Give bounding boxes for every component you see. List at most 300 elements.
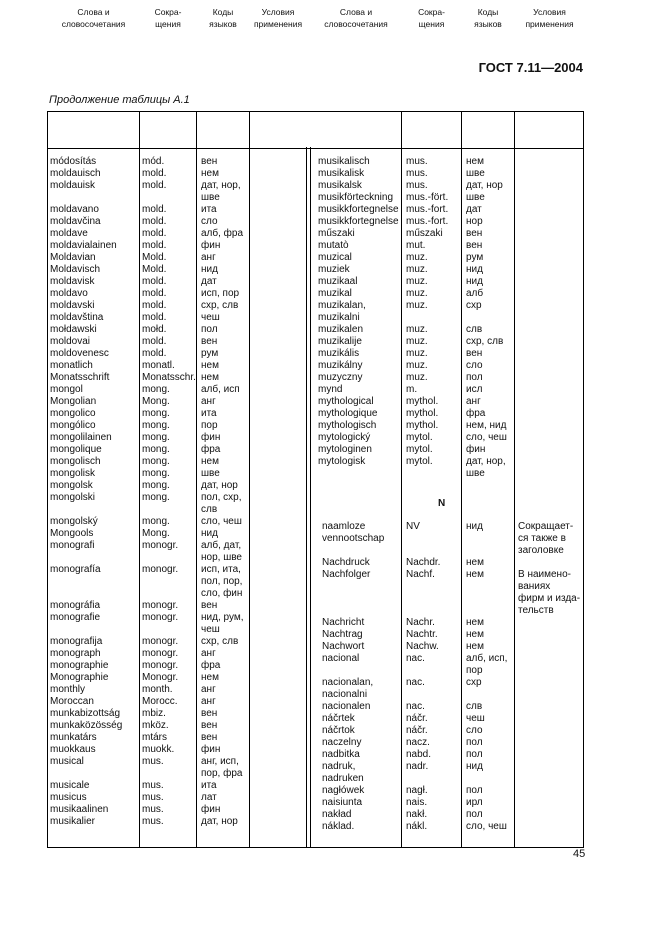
cell-code: ита: [201, 780, 217, 791]
cell-abbr: muz.: [406, 360, 428, 371]
cell-code: сло: [466, 360, 483, 371]
cell-word: Mongools: [50, 528, 94, 539]
cell-word: munkabizottság: [50, 708, 121, 719]
cell-word: vennootschap: [322, 533, 385, 544]
cell-abbr: mus.-fort.: [406, 216, 449, 227]
cell-word: moldave: [50, 228, 88, 239]
cell-abbr: mbiz.: [142, 708, 166, 719]
cell-code: пол: [466, 372, 483, 383]
cell-code: пол: [466, 785, 483, 796]
cell-word: mongólico: [50, 420, 96, 431]
cell-abbr: mköz.: [142, 720, 169, 731]
cell-word: musical: [50, 756, 84, 767]
cell-code: исп, ита,: [201, 564, 241, 575]
cell-code: шве: [201, 468, 220, 479]
cell-word: monográfia: [50, 600, 101, 611]
cell-code: вен: [201, 708, 218, 719]
cell-word: musikalisch: [318, 156, 370, 167]
cell-abbr: mold.: [142, 180, 167, 191]
cell-code: нид: [466, 264, 483, 275]
cell-abbr: Nachf.: [406, 569, 435, 580]
cell-word: mythologique: [318, 408, 378, 419]
header-codes-right: Коды языков: [474, 7, 502, 29]
column-divider: [461, 111, 462, 847]
cell-code: нид, рум,: [201, 612, 244, 623]
cell-code: пол: [466, 737, 483, 748]
cell-word: moldavisk: [50, 276, 95, 287]
cell-abbr: nac.: [406, 677, 425, 688]
cell-abbr: Nachtr.: [406, 629, 438, 640]
cell-code: сло, чеш: [201, 516, 242, 527]
cell-code: ирл: [466, 797, 483, 808]
cell-abbr: mong.: [142, 492, 170, 503]
cell-word: náklad.: [322, 821, 355, 832]
cell-abbr: muz.: [406, 288, 428, 299]
cell-code: схр, слв: [201, 636, 239, 647]
cell-word: monthly: [50, 684, 86, 695]
cell-word: Monographie: [50, 672, 109, 683]
cell-abbr: mong.: [142, 480, 170, 491]
cell-code: анг: [201, 696, 216, 707]
cell-word: muokkaus: [50, 744, 96, 755]
cell-word: musikalisk: [318, 168, 365, 179]
cell-word: monatlich: [50, 360, 93, 371]
cell-word: mytologisk: [318, 456, 366, 467]
cell-code: шве: [466, 168, 485, 179]
cell-abbr: mong.: [142, 420, 170, 431]
cell-abbr: mold.: [142, 348, 167, 359]
cell-abbr: mus.: [142, 804, 164, 815]
cell-abbr: Mong.: [142, 528, 170, 539]
cell-abbr: monogr.: [142, 660, 179, 671]
cell-abbr: Morocc.: [142, 696, 178, 707]
cell-code: вен: [201, 600, 218, 611]
cell-code: нид: [201, 528, 218, 539]
cell-code: схр: [466, 300, 482, 311]
cell-abbr: mong.: [142, 384, 170, 395]
cell-abbr: monogr.: [142, 648, 179, 659]
header-words-right: Слова и словосочетания: [324, 7, 388, 29]
cell-word: Nachfolger: [322, 569, 371, 580]
cell-abbr: mód.: [142, 156, 165, 167]
cell-abbr: mus.: [406, 168, 428, 179]
cell-abbr: Nachw.: [406, 641, 439, 652]
cell-code: дат, нор,: [201, 180, 241, 191]
cell-word: mongol: [50, 384, 83, 395]
cell-word: moldavialainen: [50, 240, 117, 251]
cell-abbr: mus.-fört.: [406, 192, 449, 203]
cell-word: muzikális: [318, 348, 360, 359]
cell-word: muziek: [318, 264, 350, 275]
cell-abbr: mong.: [142, 432, 170, 443]
header-cond-right: Условия применения: [525, 7, 574, 29]
cell-abbr: mut.: [406, 240, 426, 251]
cell-word: moldauisk: [50, 180, 96, 191]
header-cond-left: Условия применения: [253, 7, 303, 29]
cell-abbr: mythol.: [406, 420, 439, 431]
cell-word: muzikaal: [318, 276, 358, 287]
cell-code: анг: [201, 396, 216, 407]
cell-word: Moldavian: [50, 252, 96, 263]
cell-word: moldavčina: [50, 216, 101, 227]
cell-word: műszaki: [318, 228, 355, 239]
cell-code: пор, фра: [201, 768, 243, 779]
cell-word: nadruken: [322, 773, 364, 784]
cell-abbr: Nachr.: [406, 617, 435, 628]
cell-code: нид: [201, 264, 218, 275]
cell-code: дат, нор: [466, 180, 503, 191]
cell-code: рум: [466, 252, 484, 263]
cell-code: исл: [466, 384, 483, 395]
cell-code: нем: [466, 557, 484, 568]
cell-word: muzikalni: [318, 312, 360, 323]
cell-word: nadbitka: [322, 749, 360, 760]
cell-code: вен: [466, 240, 483, 251]
cell-code: рум: [201, 348, 219, 359]
cell-code: пол, пор,: [201, 576, 243, 587]
cell-code: пол: [466, 749, 483, 760]
cell-code: нем, нид: [466, 420, 507, 431]
cell-word: nacionalen: [322, 701, 371, 712]
cell-code: вен: [201, 156, 218, 167]
header-words-left: Слова и словосочетания: [61, 7, 126, 29]
cell-code: анг: [201, 684, 216, 695]
cell-word: muzyczny: [318, 372, 363, 383]
header-codes-left: Коды языков: [209, 7, 237, 29]
cell-code: алб, исп: [201, 384, 240, 395]
cell-code: фра: [201, 444, 221, 455]
page-number: 45: [573, 848, 586, 860]
cell-abbr: mus.: [142, 792, 164, 803]
cell-word: Moldavisch: [50, 264, 101, 275]
cell-word: monografía: [50, 564, 101, 575]
cell-word: náčrtek: [322, 713, 355, 724]
cell-code: алб, фра: [201, 228, 244, 239]
cell-word: mynd: [318, 384, 343, 395]
cell-word: muzikal: [318, 288, 352, 299]
cell-abbr: muz.: [406, 348, 428, 359]
cell-abbr: muz.: [406, 324, 428, 335]
cell-code: нем: [201, 372, 219, 383]
cell-code: дат, нор: [201, 816, 238, 827]
cell-word: muzikalen: [318, 324, 364, 335]
cell-code: схр, слв: [201, 300, 239, 311]
cell-word: mongolisch: [50, 456, 101, 467]
cell-word: mongolico: [50, 408, 96, 419]
cell-code: алб, исп,: [466, 653, 508, 664]
cell-code: нид: [466, 276, 483, 287]
cell-abbr: nac.: [406, 701, 425, 712]
cell-code: анг: [466, 396, 481, 407]
cell-code: нем: [466, 629, 484, 640]
cell-word: mongolilainen: [50, 432, 112, 443]
cell-condition: ваниях: [518, 581, 551, 592]
cell-word: mongolique: [50, 444, 102, 455]
cell-code: сло, чеш: [466, 821, 507, 832]
cell-code: вен: [201, 732, 218, 743]
cell-abbr: mytol.: [406, 432, 433, 443]
cell-code: нор, шве: [201, 552, 242, 563]
cell-condition: ся также в: [518, 533, 566, 544]
cell-abbr: Mold.: [142, 264, 167, 275]
column-divider: [249, 111, 250, 847]
cell-word: monograph: [50, 648, 101, 659]
cell-code: нид: [466, 761, 483, 772]
cell-code: сло: [466, 725, 483, 736]
cell-abbr: monogr.: [142, 636, 179, 647]
cell-code: схр: [466, 677, 482, 688]
cell-abbr: mold.: [142, 276, 167, 287]
cell-word: nakład: [322, 809, 352, 820]
cell-code: дат, нор: [201, 480, 238, 491]
cell-abbr: month.: [142, 684, 173, 695]
cell-abbr: nacz.: [406, 737, 430, 748]
cell-abbr: mus.: [142, 780, 164, 791]
cell-abbr: mong.: [142, 408, 170, 419]
cell-abbr: monogr.: [142, 564, 179, 575]
cell-condition: фирм и изда-: [518, 593, 581, 604]
cell-code: фра: [466, 408, 486, 419]
cell-code: фин: [201, 744, 221, 755]
cell-word: muzikalan,: [318, 300, 366, 311]
cell-abbr: Nachdr.: [406, 557, 441, 568]
table-frame: [47, 111, 584, 848]
cell-abbr: mus.: [406, 180, 428, 191]
cell-code: фин: [201, 432, 221, 443]
cell-code: анг: [201, 648, 216, 659]
cell-word: mythological: [318, 396, 374, 407]
cell-abbr: mold.: [142, 228, 167, 239]
cell-abbr: Monogr.: [142, 672, 179, 683]
cell-abbr: mus.: [406, 156, 428, 167]
cell-abbr: muz.: [406, 276, 428, 287]
cell-code: пол: [201, 324, 218, 335]
center-double-divider: [306, 147, 311, 847]
cell-code: шве: [466, 192, 485, 203]
cell-code: чеш: [201, 624, 220, 635]
cell-word: Nachtrag: [322, 629, 363, 640]
cell-code: шве: [201, 192, 220, 203]
cell-abbr: nais.: [406, 797, 428, 808]
cell-word: nacionalni: [322, 689, 368, 700]
cell-code: нор: [466, 216, 483, 227]
cell-code: пор: [201, 420, 218, 431]
cell-abbr: monogr.: [142, 612, 179, 623]
cell-condition: тельств: [518, 605, 554, 616]
cell-word: nacionalan,: [322, 677, 374, 688]
cell-code: слв: [466, 701, 483, 712]
cell-word: mytologický: [318, 432, 371, 443]
cell-condition: В наимено-: [518, 569, 571, 580]
cell-abbr: mold.: [142, 216, 167, 227]
cell-code: анг: [201, 252, 216, 263]
cell-code: алб: [466, 288, 484, 299]
cell-abbr: monogr.: [142, 540, 179, 551]
cell-abbr: nakł.: [406, 809, 428, 820]
cell-word: mołdawski: [50, 324, 97, 335]
cell-code: дат: [466, 204, 482, 215]
cell-code: алб, дат,: [201, 540, 242, 551]
cell-word: musicale: [50, 780, 90, 791]
column-divider: [139, 111, 140, 847]
cell-word: muzikálny: [318, 360, 363, 371]
cell-code: вен: [201, 336, 218, 347]
cell-abbr: mold.: [142, 288, 167, 299]
cell-code: фин: [466, 444, 486, 455]
cell-condition: Сокращает-: [518, 521, 574, 532]
cell-abbr: mold.: [142, 204, 167, 215]
header-abbr-left: Сокра- щения: [154, 7, 182, 29]
cell-abbr: mus.-fort.: [406, 204, 449, 215]
cell-code: анг, исп,: [201, 756, 239, 767]
column-divider: [514, 111, 515, 847]
cell-abbr: mythol.: [406, 396, 439, 407]
document-code: ГОСТ 7.11—2004: [478, 60, 583, 75]
header-abbr-right: Сокра- щения: [418, 7, 445, 29]
cell-code: лат: [201, 792, 217, 803]
cell-word: mongolski: [50, 492, 96, 503]
table-caption: Продолжение таблицы А.1: [49, 94, 190, 106]
cell-abbr: műszaki: [406, 228, 443, 239]
cell-code: чеш: [466, 713, 485, 724]
cell-abbr: mus.: [142, 816, 164, 827]
cell-abbr: muz.: [406, 300, 428, 311]
cell-abbr: monogr.: [142, 600, 179, 611]
cell-word: musikkfortegnelse: [318, 216, 399, 227]
cell-word: moldauisch: [50, 168, 101, 179]
cell-abbr: mold.: [142, 300, 167, 311]
cell-word: moldavo: [50, 288, 88, 299]
cell-word: mytologinen: [318, 444, 372, 455]
cell-abbr: mythol.: [406, 408, 439, 419]
cell-abbr: nagł.: [406, 785, 428, 796]
cell-code: сло: [201, 216, 218, 227]
cell-abbr: nadr.: [406, 761, 429, 772]
cell-word: monografie: [50, 612, 101, 623]
cell-word: musikalier: [50, 816, 96, 827]
cell-abbr: mtárs: [142, 732, 167, 743]
cell-word: moldavski: [50, 300, 95, 311]
cell-code: нем: [466, 156, 484, 167]
cell-abbr: nabd.: [406, 749, 432, 760]
section-heading-n: N: [438, 498, 446, 509]
cell-word: mongolský: [50, 516, 98, 527]
cell-word: nagłówek: [322, 785, 365, 796]
cell-abbr: Mong.: [142, 396, 170, 407]
cell-abbr: muokk.: [142, 744, 175, 755]
cell-abbr: nákl.: [406, 821, 428, 832]
cell-code: шве: [466, 468, 485, 479]
cell-word: munkatárs: [50, 732, 97, 743]
cell-abbr: m.: [406, 384, 418, 395]
cell-abbr: mold.: [142, 168, 167, 179]
cell-code: ита: [201, 408, 217, 419]
cell-abbr: Mold.: [142, 252, 167, 263]
cell-code: нем: [201, 360, 219, 371]
cell-code: сло, чеш: [466, 432, 507, 443]
cell-word: moldavano: [50, 204, 99, 215]
cell-abbr: mold.: [142, 240, 167, 251]
column-divider: [401, 111, 402, 847]
cell-word: Nachwort: [322, 641, 365, 652]
cell-abbr: monatl.: [142, 360, 175, 371]
cell-abbr: NV: [406, 521, 420, 532]
cell-abbr: muz.: [406, 264, 428, 275]
cell-word: muzical: [318, 252, 352, 263]
cell-code: фра: [201, 660, 221, 671]
cell-code: нем: [201, 456, 219, 467]
cell-code: нем: [466, 569, 484, 580]
cell-abbr: mong.: [142, 456, 170, 467]
cell-abbr: mold.: [142, 312, 167, 323]
cell-word: Nachricht: [322, 617, 365, 628]
cell-abbr: mong.: [142, 468, 170, 479]
cell-code: фин: [201, 804, 221, 815]
cell-abbr: mong.: [142, 444, 170, 455]
cell-code: дат: [201, 276, 217, 287]
cell-word: musikkfortegnelse: [318, 204, 399, 215]
cell-abbr: náčr.: [406, 713, 428, 724]
cell-word: naamloze: [322, 521, 366, 532]
cell-abbr: muz.: [406, 372, 428, 383]
cell-abbr: mus.: [142, 756, 164, 767]
cell-abbr: mold.: [142, 336, 167, 347]
cell-code: слв: [466, 324, 483, 335]
cell-word: mongolisk: [50, 468, 96, 479]
cell-word: monografija: [50, 636, 103, 647]
cell-word: musikalsk: [318, 180, 362, 191]
cell-code: пол, схр,: [201, 492, 242, 503]
cell-code: нид: [466, 521, 483, 532]
cell-abbr: muz.: [406, 336, 428, 347]
cell-code: пол: [466, 809, 483, 820]
cell-code: нем: [201, 168, 219, 179]
cell-code: чеш: [201, 312, 220, 323]
cell-abbr: muz.: [406, 252, 428, 263]
cell-word: naczelny: [322, 737, 362, 748]
cell-word: monografi: [50, 540, 95, 551]
cell-word: mutatò: [318, 240, 349, 251]
cell-word: munkaközösség: [50, 720, 123, 731]
cell-code: вен: [201, 720, 218, 731]
cell-code: исп, пор: [201, 288, 240, 299]
cell-word: moldavština: [50, 312, 104, 323]
cell-code: схр, слв: [466, 336, 504, 347]
cell-code: слв: [201, 504, 218, 515]
cell-code: фин: [201, 240, 221, 251]
cell-abbr: mytol.: [406, 456, 433, 467]
cell-word: náčrtok: [322, 725, 355, 736]
cell-word: monographie: [50, 660, 109, 671]
cell-word: Moroccan: [50, 696, 94, 707]
cell-word: nacional: [322, 653, 360, 664]
cell-word: módosítás: [50, 156, 97, 167]
cell-abbr: mong.: [142, 516, 170, 527]
cell-word: Mongolian: [50, 396, 97, 407]
cell-abbr: nac.: [406, 653, 425, 664]
cell-word: moldovenesc: [50, 348, 109, 359]
cell-word: Monatsschrift: [50, 372, 110, 383]
cell-code: нем: [466, 641, 484, 652]
cell-abbr: Monatsschr.: [142, 372, 196, 383]
cell-abbr: mołd.: [142, 324, 167, 335]
cell-abbr: náčr.: [406, 725, 428, 736]
cell-code: дат, нор,: [466, 456, 506, 467]
cell-word: musikaalinen: [50, 804, 109, 815]
cell-word: mongolsk: [50, 480, 93, 491]
cell-word: muzikalije: [318, 336, 362, 347]
cell-code: ита: [201, 204, 217, 215]
